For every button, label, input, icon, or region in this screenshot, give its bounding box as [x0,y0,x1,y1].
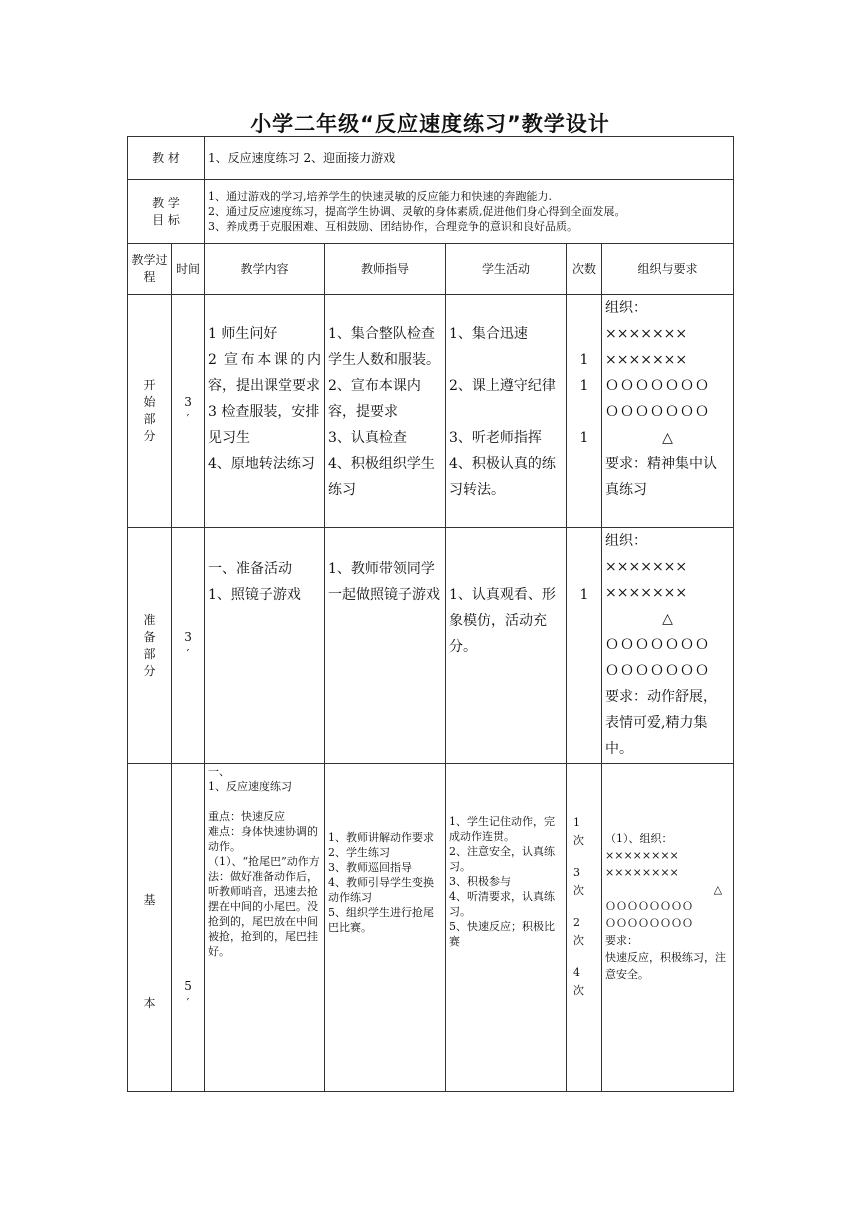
section-time: 3 ′ [172,295,205,528]
section-time: 3 ′ [172,528,205,764]
header-content: 教学内容 [205,244,325,295]
material-row [128,137,734,180]
header-teacher: 教师指导 [325,244,446,295]
section-teacher: 1、集合整队检查学生人数和服装。 2、宣布本课内容，提要求 3、认真检查 4、积极组织学生练习 [325,295,446,528]
header-student: 学生活动 [446,244,567,295]
section-basic [128,764,734,1092]
section-counts: 1 [567,528,602,764]
section-counts: 1 1 1 [567,295,602,528]
section-prepare [128,528,734,764]
section-org: 组织： ××××××× ××××××× ＯＯＯＯＯＯＯ ＯＯＯＯＯＯＯ △ 要求：精神集中认真练习 [602,295,734,528]
section-time: 5 ′ [172,764,205,1092]
header-time: 时间 [172,244,205,295]
section-start [128,295,734,528]
section-student: 1、认真观看、形象模仿，活动充分。 [446,528,567,764]
section-content: 1 师生问好 2 宣布本课的内容，提出课堂要求 3 检查服装，安排见习生 4、原地转法练习 [205,295,325,528]
material-content: 1、反应速度练习 2、迎面接力游戏 [205,137,734,180]
section-teacher: 1、教师带领同学一起做照镜子游戏 [325,528,446,764]
section-content: 一、准备活动 1、照镜子游戏 [205,528,325,764]
goal-item: 2、通过反应速度练习，提高学生协调、灵敏的身体素质,促进他们身心得到全面发展。 [208,205,626,218]
header-process: 教学过程 [128,244,172,295]
goals-row [128,180,734,244]
section-label: 准 备 部 分 [128,528,172,764]
goals-list [205,180,734,244]
section-org: 组织： ××××××× ××××××× △ ＯＯＯＯＯＯＯ ＯＯＯＯＯＯＯ 要求：动作舒展，表情可爱,精力集中。 [602,528,734,764]
section-student: 1、学生记住动作，完成动作连贯。 2、注意安全，认真练习。 3、积极参与 4、听清要求，认真练习。 5、快速反应；积极比赛 [446,764,567,1092]
section-label: 基 本 [128,764,172,1092]
lesson-plan-table [127,136,734,1092]
header-count: 次数 [567,244,602,295]
section-student: 1、集合迅速 2、课上遵守纪律 3、听老师指挥 4、积极认真的练习转法。 [446,295,567,528]
goals-label: 教 学 目 标 [128,180,205,244]
material-label: 教 材 [128,137,205,180]
goal-item: 3、养成勇于克服困难、互相鼓励、团结协作，合理竞争的意识和良好品质。 [208,220,579,233]
document-title: 小学二年级“反应速度练习”教学设计 [250,112,610,136]
goal-item: 1、通过游戏的学习,培养学生的快速灵敏的反应能力和快速的奔跑能力. [208,190,553,203]
section-org: （1）、组织： ×××××××× ×××××××× △ ＯＯＯＯＯＯＯＯ ＯＯＯＯＯＯＯＯ 要求： 快速反应，积极练习，注意安全。 [602,764,734,1092]
header-org: 组织与要求 [602,244,734,295]
section-counts: 1 次 3 次 2 次 4 次 [567,764,602,1092]
section-label: 开 始 部 分 [128,295,172,528]
section-content: 一、 1、反应速度练习 重点：快速反应 难点：身体快速协调的动作。 （1）、“抢尾巴”动作方法：做好准备动作后，听教师哨音，迅速去抢摆在中间的小尾巴。没抢到的，尾巴放在中间被抢，抢到的，尾巴挂好。 [205,764,325,1092]
section-teacher: 1、教师讲解动作要求 2、学生练习 3、教师巡回指导 4、教师引导学生变换动作练习 5、组织学生进行抢尾巴比赛。 [325,764,446,1092]
header-row [128,244,734,295]
